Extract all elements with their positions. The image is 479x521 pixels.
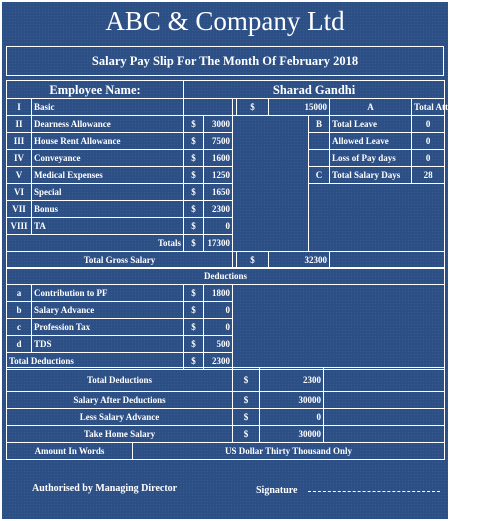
deduction-amount: 0 [204, 302, 233, 319]
earning-amount: 3000 [204, 116, 233, 133]
deduction-letter: c [7, 319, 32, 336]
attendance-label: Total Attendance [412, 99, 445, 116]
earning-amount: 1250 [204, 167, 233, 184]
amount-in-words-row [7, 443, 445, 460]
amount-in-words-label: Amount In Words [7, 443, 133, 460]
basic-currency: $ [237, 99, 269, 116]
earning-amount: 2300 [204, 201, 233, 218]
summary-label: Less Salary Advance [7, 409, 233, 426]
attendance-letter: B [309, 116, 330, 133]
deduction-label: Salary Advance [32, 302, 184, 319]
earning-number: VI [7, 184, 32, 201]
earning-currency: $ [184, 150, 204, 167]
summary-label: Take Home Salary [7, 426, 233, 443]
summary-amount: 2300 [260, 368, 324, 392]
summary-table [6, 367, 445, 443]
attendance-letter: C [309, 167, 330, 184]
earning-currency: $ [184, 201, 204, 218]
employee-label: Employee Name: [7, 81, 184, 99]
attendance-label: Total Salary Days [330, 167, 412, 184]
deductions-total-amount: 2300 [204, 353, 233, 370]
slip-subtitle: Salary Pay Slip For The Month Of February 2018 [6, 46, 444, 76]
attendance-label: Total Leave [330, 116, 412, 133]
earning-label: House Rent Allowance [32, 133, 184, 150]
totals-label: Totals [7, 235, 184, 252]
totals-currency: $ [184, 235, 204, 252]
deduction-label: Profession Tax [32, 319, 184, 336]
summary-row [7, 426, 445, 443]
salary-slip [2, 2, 479, 519]
earning-label: Bonus [32, 201, 184, 218]
deduction-amount: 0 [204, 319, 233, 336]
summary-row [7, 368, 445, 392]
attendance-letter [309, 133, 330, 150]
earning-amount: 7500 [204, 133, 233, 150]
summary-currency: $ [233, 409, 260, 426]
attendance-value: 0 [412, 116, 445, 133]
attendance-value: 0 [412, 133, 445, 150]
earning-label: Basic [32, 99, 184, 116]
earnings-row [7, 184, 445, 201]
earning-number: IV [7, 150, 32, 167]
attendance-letter [309, 150, 330, 167]
company-name: ABC & Company Ltd [105, 6, 345, 36]
earning-currency: $ [184, 133, 204, 150]
summary-table-body [7, 368, 445, 443]
attendance-letter: A [330, 99, 412, 116]
earnings-row [7, 116, 445, 133]
amount-in-words-table [6, 442, 445, 460]
summary-row [7, 392, 445, 409]
deduction-label: TDS [32, 336, 184, 353]
employee-row [7, 81, 445, 99]
earnings-table [6, 80, 479, 269]
deductions-table-body [7, 268, 445, 370]
deduction-currency: $ [184, 302, 204, 319]
employee-name: Sharad Gandhi [184, 81, 445, 99]
deduction-letter: a [7, 285, 32, 302]
earning-label: Medical Expenses [32, 167, 184, 184]
deduction-letter: b [7, 302, 32, 319]
earning-number: VII [7, 201, 32, 218]
earning-amount: 1650 [204, 184, 233, 201]
deductions-table [6, 267, 445, 370]
earnings-row [7, 150, 445, 167]
earning-number: III [7, 133, 32, 150]
earnings-row [7, 133, 445, 150]
deduction-currency: $ [184, 336, 204, 353]
deductions-header-row [7, 268, 445, 285]
deduction-letter: d [7, 336, 32, 353]
signature-line [308, 491, 440, 492]
summary-amount: 0 [260, 409, 324, 426]
summary-blank [324, 426, 445, 443]
earning-currency: $ [184, 167, 204, 184]
earning-number: II [7, 116, 32, 133]
summary-row [7, 409, 445, 426]
summary-blank [324, 409, 445, 426]
earning-currency: $ [184, 218, 204, 235]
deduction-currency: $ [184, 319, 204, 336]
summary-currency: $ [233, 426, 260, 443]
earnings-row [7, 99, 445, 116]
earning-currency: $ [184, 184, 204, 201]
earning-label: Dearness Allowance [32, 116, 184, 133]
summary-label: Salary After Deductions [7, 392, 233, 409]
attendance-value: 28 [412, 167, 445, 184]
summary-blank [324, 368, 445, 392]
gross-salary-row [7, 252, 445, 269]
earning-label: TA [32, 218, 184, 235]
attendance-value: 0 [412, 150, 445, 167]
attendance-blank-area [309, 184, 445, 252]
deductions-blank-area [233, 285, 445, 370]
amount-in-words-value: US Dollar Thirty Thousand Only [133, 443, 445, 460]
earning-amount: 1600 [204, 150, 233, 167]
earning-label: Special [32, 184, 184, 201]
gross-salary-label: Total Gross Salary [7, 252, 233, 269]
totals-amount: 17300 [204, 235, 233, 252]
gross-salary-currency: $ [237, 252, 269, 269]
attendance-label: Allowed Leave [330, 133, 412, 150]
summary-amount: 30000 [260, 426, 324, 443]
deduction-amount: 1800 [204, 285, 233, 302]
deductions-header: Deductions [7, 268, 445, 285]
earning-number: V [7, 167, 32, 184]
signature-label: Signature [256, 485, 298, 496]
authorised-by: Authorised by Managing Director [32, 483, 178, 494]
gross-salary-amount: 32300 [269, 252, 330, 269]
earnings-blank-area [233, 116, 309, 252]
earning-amount-spacer [184, 99, 233, 116]
earning-currency: $ [184, 116, 204, 133]
deduction-label: Contribution to PF [32, 285, 184, 302]
deductions-total-label: Total Deductions [7, 353, 184, 370]
gross-blank [330, 252, 445, 269]
summary-currency: $ [233, 392, 260, 409]
deduction-amount: 500 [204, 336, 233, 353]
earning-number: I [7, 99, 32, 116]
earning-label: Conveyance [32, 150, 184, 167]
summary-currency: $ [233, 368, 260, 392]
deduction-currency: $ [184, 285, 204, 302]
deduction-row [7, 285, 445, 302]
basic-amount: 15000 [269, 99, 330, 116]
earnings-table-body [7, 81, 479, 269]
earning-number: VIII [7, 218, 32, 235]
attendance-label: Loss of Pay days [330, 150, 412, 167]
summary-blank [324, 392, 445, 409]
earning-amount: 0 [204, 218, 233, 235]
summary-label: Total Deductions [7, 368, 233, 392]
summary-amount: 30000 [260, 392, 324, 409]
earnings-row [7, 167, 445, 184]
deductions-total-currency: $ [184, 353, 204, 370]
